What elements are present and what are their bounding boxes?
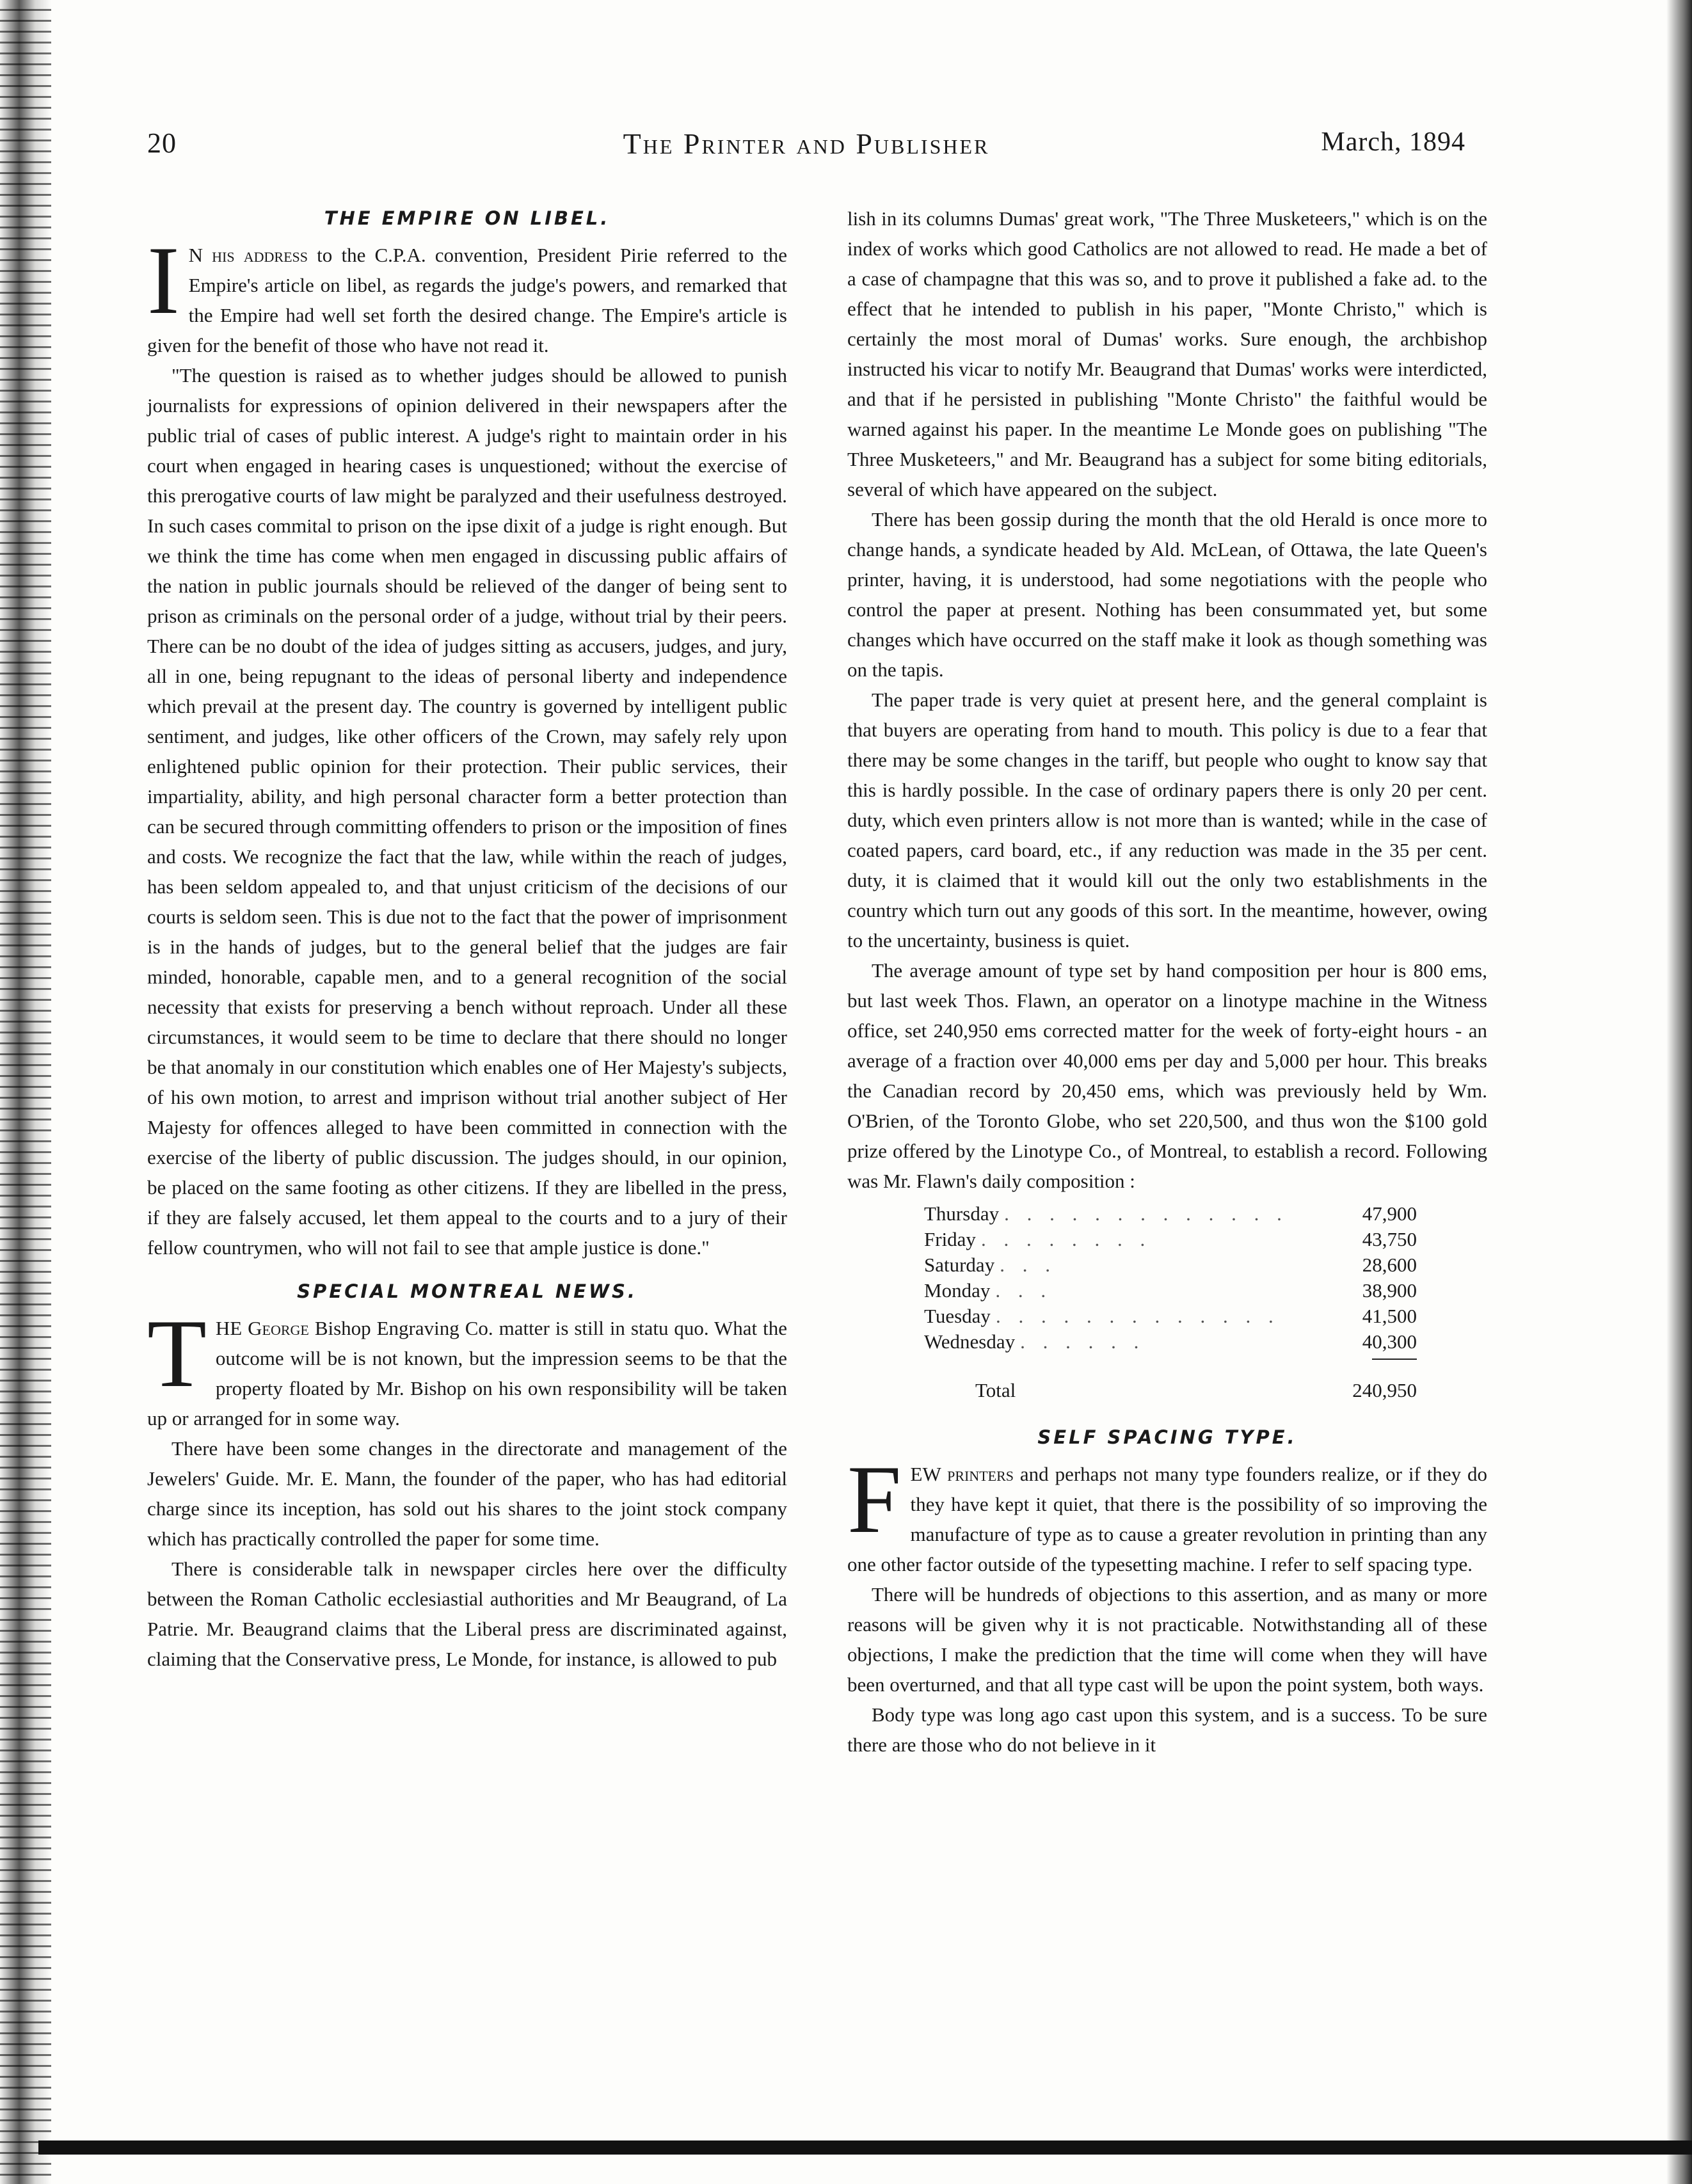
table-row [924,1278,1417,1303]
total-label: Total [975,1379,1016,1401]
table-row [924,1227,1417,1252]
day-label: Wednesday [924,1330,1016,1353]
article-paragraph: There have been some changes in the directorate and management of the Jewelers' Guide. Mr. E. Mann, the founder of the paper, who has had editorial charge since its inception, has sold out his shares to the joint stock company which has practically controlled the paper for some time. [147,1437,787,1550]
page-edge-shadow-right [1666,0,1692,2184]
drop-cap: F [847,1446,902,1553]
day-label: Monday [924,1279,991,1302]
table-row [924,1201,1417,1227]
leader-dots: . . . . . . . . . . . . . [995,1305,1280,1327]
day-label: Tuesday [924,1305,991,1327]
article-headline: THE EMPIRE ON LIBEL. [324,207,611,229]
article-paragraph [847,1446,1488,1579]
running-title: The Printer and Publisher [623,127,990,160]
table-row [924,1252,1417,1278]
lead-in-text: EW printers [910,1463,1014,1485]
drop-cap: I [147,227,180,334]
ems-value: 47,900 [1362,1202,1417,1225]
issue-date: March, 1894 [1321,127,1465,157]
paragraph-text: to the C.P.A. convention, President Pirie referred to the Empire's article on libel, as regards the judge's powers, and remarked that the Empire had well set forth the desired change. The Empire's article is given for the benefit of those who have not read it. [147,244,787,356]
day-label: Friday [924,1228,976,1250]
leader-dots: . . . [1000,1254,1057,1276]
article-paragraph: "The question is raised as to whether judges should be allowed to punish journalists for expressions of opinion delivered in their newspapers after the public trial of cases of public interest. A judge's right to maintain order in his court when engaged in hearing cases is unquestioned; without the exercise of this prerogative courts of law might be paralyzed and their usefulness destroyed. In such cases commital to prison on the ipse dixit of a judge is right enough. But we think the time has come when men engaged in discussing public affairs of the nation in public journals should be relieved of the danger of being sent to prison as criminals on the personal order of a judge, without trial by their peers. There can be no doubt of the idea of judges sitting as accusers, judges, and jury, all in one, being repugnant to the ideas of personal liberty and independence which prevail at the present day. The country is governed by intelligent public sentiment, and judges, like other officers of the Crown, may safely rely upon enlightened public opinion for their protection. Their public services, their impartiality, ability, and high personal character form a better protection than can be secured through committing offenders to prison or the imposition of fines and costs. We recognize the fact that the law, while within the reach of judges, has been seldom appealed to, and that unjust criticism of the decisions of our courts is seldom seen. This is due not to the fact that the power of imprisonment is in the hands of judges, but to the general belief that the judges are fair minded, honorable, capable men, and to a general recognition of the social necessity that exists for preserving a bench without reproach. Under all these circumstances, it would seem to be time to declare that there should no longer be that anomaly in our constitution which enables one of Her Majesty's subjects, of his own motion, to arrest and imprison without trial another subject of Her Majesty for offences alleged to have been committed in connection with the exercise of the liberty of public discussion. The judges should, in our opinion, be placed on the same footing as other citizens. If they are libelled in the press, if they are falsely accused, let them appeal to the courts and to a jury of their fellow countrymen, who will not fail to see that ample justice is done." [147,364,787,1259]
article-paragraph: The paper trade is very quiet at present here, and the general complaint is that buyers are operating from hand to mouth. This policy is due to a fear that there may be some changes in the tariff, but people who ought to know say that this is hardly possible. In the case of ordinary papers there is only 20 per cent. duty, which even printers allow is not more than is wanted; while in the case of coated papers, card board, etc., if any reduction was made in the 35 per cent. duty, it is claimed that it would kill out the only two establishments in the country which turn out any goods of this sort. In the meantime, however, owing to the uncertainty, business is quiet. [847,689,1487,952]
lead-in-text: HE George [215,1317,309,1339]
article-paragraph: lish in its columns Dumas' great work, "The Three Musketeers," which is on the index of works which good Catholics are not allowed to read. He made a bet of a case of champagne that this was so, and to prove it published a fake ad. to the effect that he intended to publish in his paper, "Monte Christo," which is certainly the most moral of Dumas' works. Sure enough, the archbishop instructed his vicar to notify Mr. Beaugrand that Dumas' works were interdicted, and that if he persisted in publishing "Monte Christo" the faithful would be warned against his paper. In the meantime Le Monde goes on publishing "The Three Musketeers," and Mr. Beaugrand has a subject for some biting editorials, several of which have appeared on the subject. [847,207,1487,500]
article-paragraph: There is considerable talk in newspaper circles here over the difficulty between the Roman Catholic ecclesiastial authorities and Mr Beaugrand, of La Patrie. Mr. Beaugrand claims that the Liberal press are discriminated against, claiming that the Conservative press, Le Monde, for instance, is allowed to pub [147,1558,787,1670]
ems-value: 40,300 [1362,1330,1417,1353]
leader-dots: . . . [995,1279,1053,1302]
ems-value: 38,900 [1362,1279,1417,1302]
ems-value: 41,500 [1362,1305,1417,1327]
article-headline: SPECIAL MONTREAL NEWS. [297,1280,637,1302]
article-special-montreal-news [147,1277,787,1674]
page-header [147,127,1465,165]
article-paragraph [147,227,787,360]
daily-composition-table [847,1201,1487,1403]
article-paragraph [147,1300,787,1433]
total-row [924,1378,1417,1403]
leader-dots: . . . . . . [1020,1330,1145,1353]
leader-dots: . . . . . . . . [980,1228,1152,1250]
article-paragraph: Body type was long ago cast upon this system, and is a success. To be sure there are those who do not believe in it [847,1703,1487,1756]
paragraph-text: and perhaps not many type founders realize, or if they do they have kept it quiet, that there is the possibility of so improving the manufacture of type as to cause a greater revolution in printing than any one other factor outside of the typesetting machine. I refer to self spacing type. [847,1463,1488,1575]
day-label: Thursday [924,1202,1000,1225]
article-montreal-news-continued [847,203,1487,1196]
article-paragraph: There has been gossip during the month that the old Herald is once more to change hands, a syndicate headed by Ald. McLean, of Ottawa, the late Queen's printer, having, it is understood, had some negotiations with the people who control the paper at present. Nothing has been consummated yet, but some changes which have occurred on the staff make it look as though something was on the tapis. [847,508,1487,681]
left-column [147,203,787,1674]
right-column [847,203,1487,1760]
article-empire-on-libel [147,203,787,1263]
table-row [924,1329,1417,1355]
day-label: Saturday [924,1254,995,1276]
article-headline: SELF SPACING TYPE. [1037,1426,1297,1448]
ems-value: 28,600 [1362,1254,1417,1276]
article-paragraph: The average amount of type set by hand composition per hour is 800 ems, but last week Thos. Flawn, an operator on a linotype machine in the Witness office, set 240,950 ems corrected matter for the week of forty-eight hours - an average of a fraction over 40,000 ems per day and 5,000 per hour. This breaks the Canadian record by 20,450 ems, which was previously held by Wm. O'Brien, of the Toronto Globe, who set 220,500, and thus won the $100 gold prize offered by the Linotype Co., of Montreal, to establish a record. Following was Mr. Flawn's daily composition : [847,959,1487,1192]
lead-in-text: N his address [188,244,308,266]
paragraph-text: Bishop Engraving Co. matter is still in statu quo. What the outcome will be is not known, but the impression seems to be that the property floated by Mr. Bishop on his own responsibility will be taken up or arranged for in some way. [147,1317,787,1430]
total-value: 240,950 [1352,1379,1417,1401]
table-row [924,1303,1417,1329]
leader-dots: . . . . . . . . . . . . . [1004,1202,1288,1225]
page-bottom-rule [38,2140,1692,2155]
article-paragraph: There will be hundreds of objections to this assertion, and as many or more reasons will be given why it is not practicable. Notwithstanding all of these objections, I make the prediction that the time will come when they will have been overturned, and that all type cast will be upon the point system, both ways. [847,1583,1487,1696]
total-rule [1372,1359,1417,1360]
page-binding-shadow-left [0,0,51,2184]
article-self-spacing-type [847,1423,1487,1760]
ems-value: 43,750 [1362,1228,1417,1250]
page-number: 20 [147,127,177,159]
drop-cap: T [147,1300,207,1407]
